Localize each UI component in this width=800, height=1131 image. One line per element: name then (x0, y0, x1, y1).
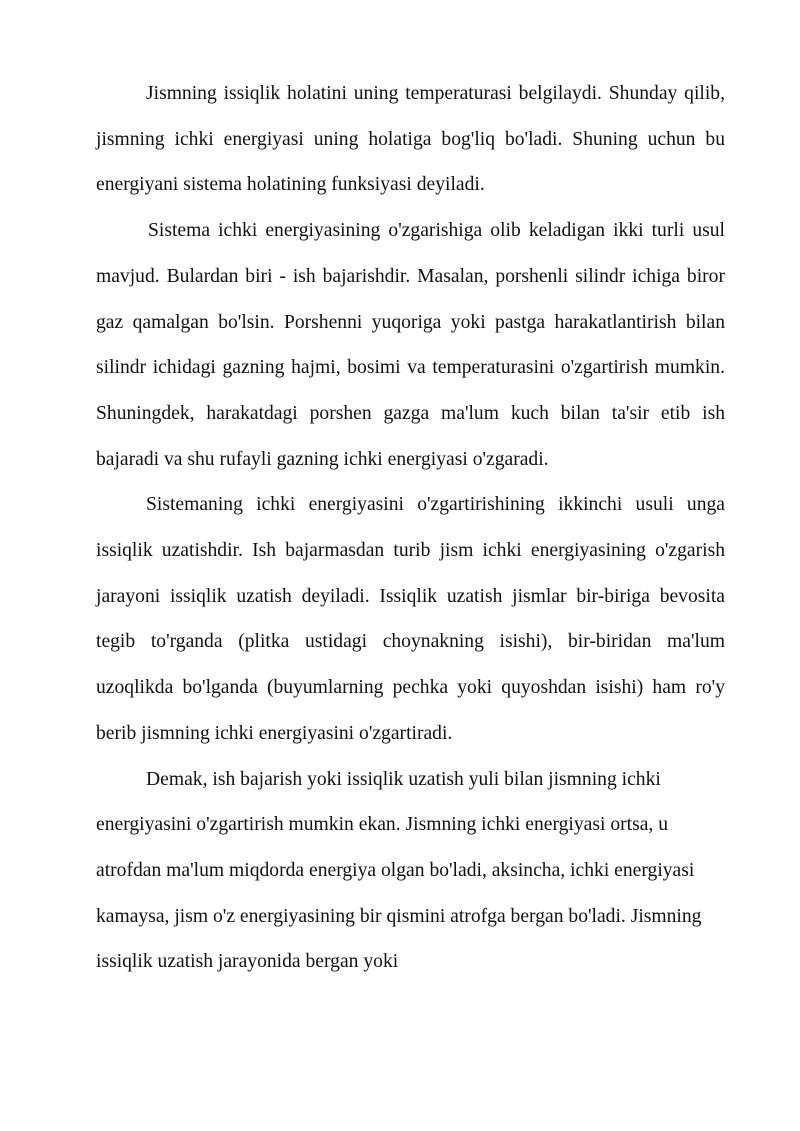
paragraph-2: Sistema ichki energiyasining o'zgarishiga olib keladigan ikki turli usul mavjud. Bulardan biri - ish bajarishdir. Masalan, porshenli silindr ichiga biror gaz qamalgan bo'lsin. Porshenni yuqoriga yoki pastga harakatlantirish bilan silindr ichidagi gazning hajmi, bosimi va temperaturasini o'zgartirish mumkin. Shuningdek, harakatdagi porshen gazga ma'lum kuch bilan ta'sir etib ish bajaradi va shu rufayli gazning ichki energiyasi o'zgaradi. (96, 220, 725, 470)
paragraph-4: Demak, ish bajarish yoki issiqlik uzatish yuli bilan jismning ichki energiyasini o'zgartirish mumkin ekan. Jismning ichki energiyasi ortsa, u atrofdan ma'lum miqdorda energiya olgan bo'ladi, aksincha, ichki energiyasi kamaysa, jism o'z energiyasining bir qismini atrofga bergan bo'ladi. Jismning issiqlik uzatish jarayonida bergan yoki (96, 768, 702, 973)
paragraph-1: Jismning issiqlik holatini uning temperaturasi belgilaydi. Shunday qilib, jismning ichki energiyasi uning holatiga bog'liq bo'ladi. Shuning uchun bu energiyani sistema holatining funksiyasi deyiladi. (96, 83, 725, 196)
paragraph-3: Sistemaning ichki energiyasini o'zgartirishining ikkinchi usuli unga issiqlik uzatishdir. Ish bajarmasdan turib jism ichki energiyasining o'zgarish jarayoni issiqlik uzatish deyiladi. Issiqlik uzatish jismlar bir-biriga bevosita tegib to'rganda (plitka ustidagi choynakning isishi), bir-biridan ma'lum uzoqlikda bo'lganda (buyumlarning pechka yoki quyoshdan isishi) ham ro'y berib jismning ichki energiyasini o'zgartiradi. (96, 494, 725, 744)
body-text (96, 71, 725, 985)
